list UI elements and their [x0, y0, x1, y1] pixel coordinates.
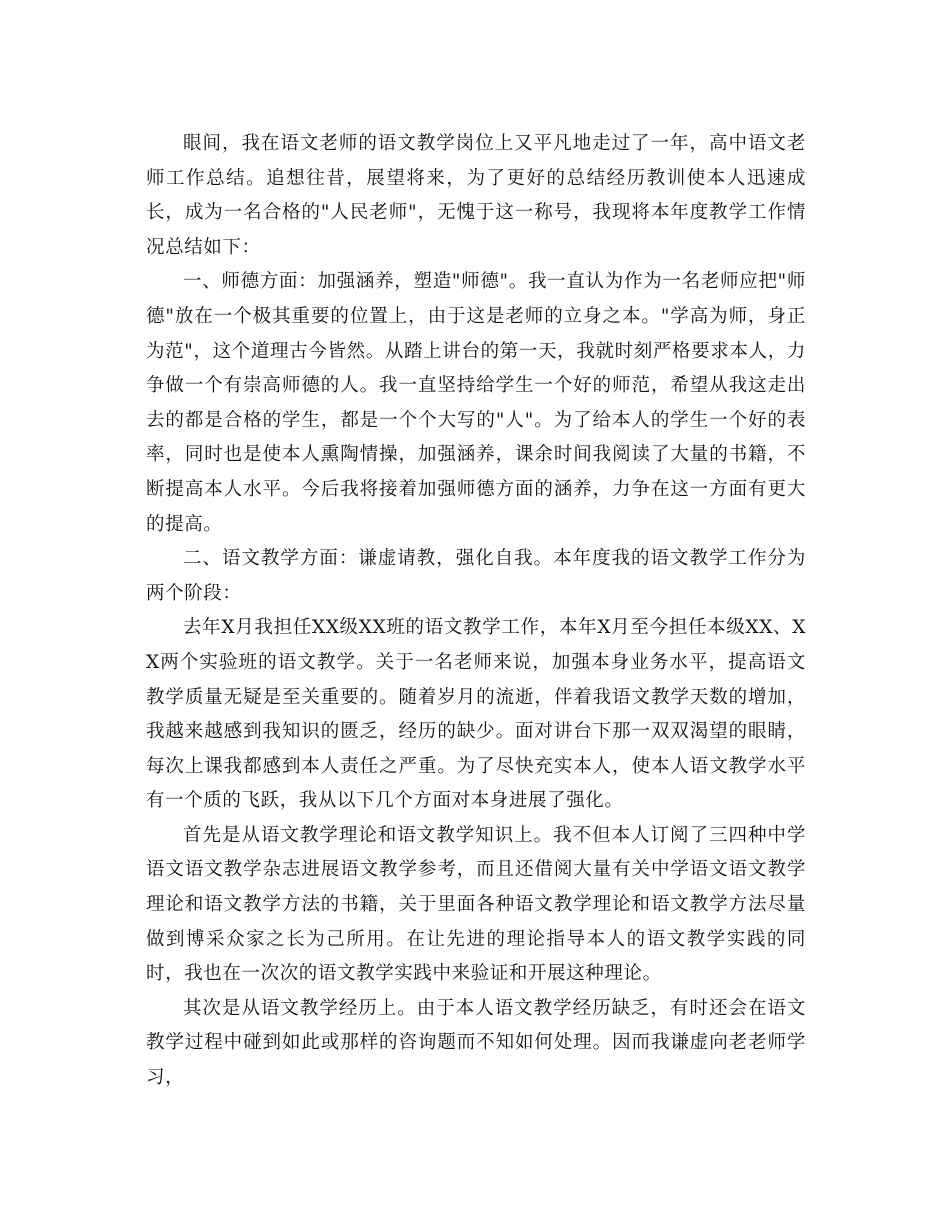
paragraph-teacher-ethics: 一、师德方面：加强涵养，塑造"师德"。我一直认为作为一名老师应把"师德"放在一个极其重要的位置上，由于这是老师的立身之本。"学高为师，身正为范"，这个道理古今皆然。从踏上讲台的第一天，我就时刻严格要求本人，力争做一个有崇高师德的人。我一直坚持给学生一个好的师范，希望从我这走出去的都是合格的学生，都是一个个大写的"人"。为了给本人的学生一个好的表率，同时也是使本人熏陶情操，加强涵养，课余时间我阅读了大量的书籍，不断提高本人水平。今后我将接着加强师德方面的涵养，力争在这一方面有更大的提高。 — [146, 271, 806, 535]
paragraph-teaching-stages: 去年X月我担任XX级XX班的语文教学工作，本年X月至今担任本级XX、XX两个实验班的语文教学。关于一名老师来说，加强本身业务水平，提高语文教学质量无疑是至关重要的。随着岁月的流逝，伴着我语文教学天数的增加，我越来越感到我知识的匮乏，经历的缺少。面对讲台下那一双双渴望的眼睛，每次上课我都感到本人责任之严重。为了尽快充实本人，使本人语文教学水平有一个质的飞跃，我从以下几个方面对本身进展了强化。 — [146, 617, 806, 812]
document-body — [146, 127, 806, 1096]
paragraph-intro: 眼间，我在语文老师的语文教学岗位上又平凡地走过了一年，高中语文老师工作总结。追想往昔，展望将来，为了更好的总结经历教训使本人迅速成长，成为一名合格的"人民老师"，无愧于这一称号，我现将本年度教学工作情况总结如下： — [146, 133, 806, 258]
paragraph-teaching-overview: 二、语文教学方面：谦虚请教，强化自我。本年度我的语文教学工作分为两个阶段： — [146, 548, 806, 604]
paragraph-experience: 其次是从语文教学经历上。由于本人语文教学经历缺乏，有时还会在语文教学过程中碰到如此或那样的咨询题而不知如何处理。因而我谦虚向老老师学习， — [146, 997, 806, 1089]
paragraph-theory: 首先是从语文教学理论和语文教学知识上。我不但本人订阅了三四种中学语文语文教学杂志进展语文教学参考，而且还借阅大量有关中学语文语文教学理论和语文教学方法的书籍，关于里面各种语文教学理论和语文教学方法尽量做到博采众家之长为己所用。在让先进的理论指导本人的语文教学实践的同时，我也在一次次的语文教学实践中来验证和开展这种理论。 — [146, 824, 806, 985]
